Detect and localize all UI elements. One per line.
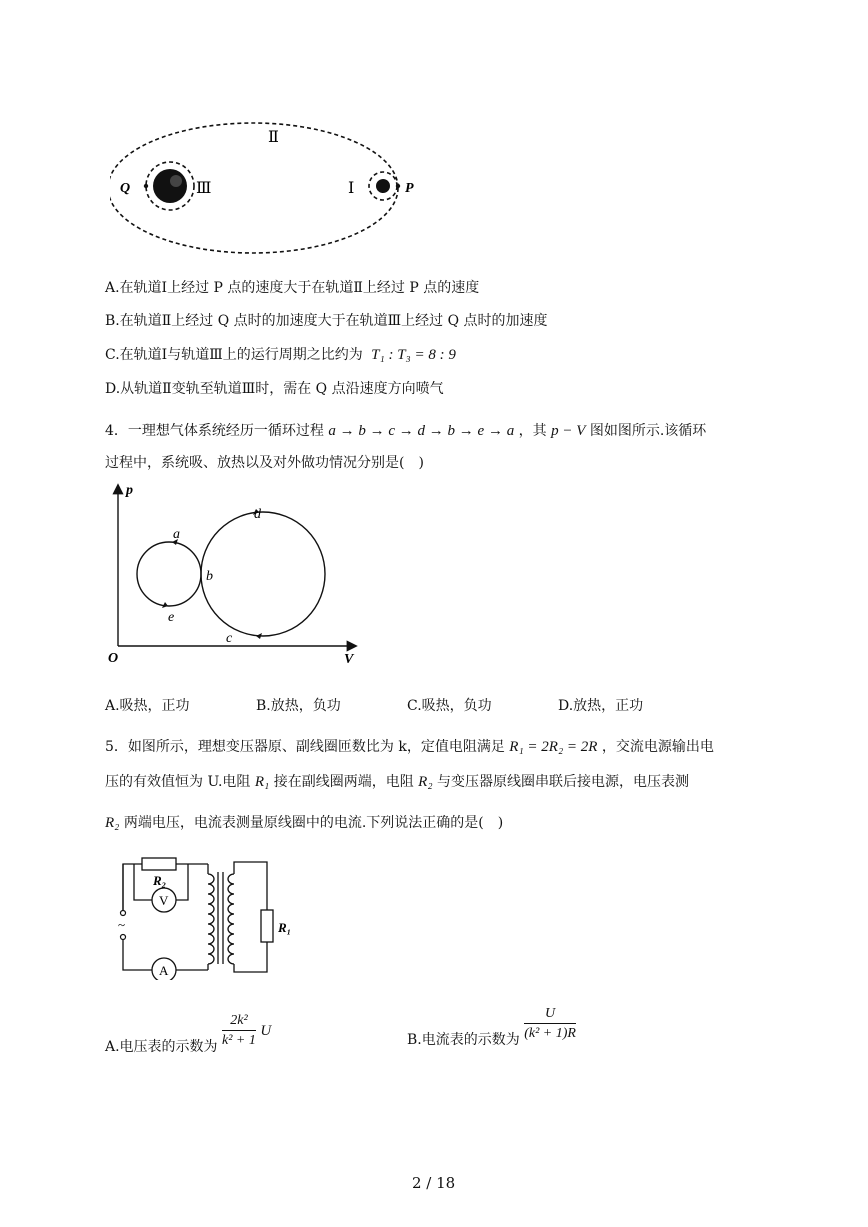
- q5-option-a-fraction: [222, 1012, 256, 1051]
- r2-resistor: [142, 858, 176, 870]
- q5-option-b-numerator: U: [524, 1005, 576, 1024]
- voltmeter-wire-right: [176, 864, 188, 900]
- source-terminal-top: [121, 911, 126, 916]
- pv-diagram: [100, 478, 370, 668]
- point-c-label: c: [226, 631, 233, 646]
- r1-label: R₁: [278, 920, 292, 935]
- q5-option-a-text: A.电压表的示数为: [105, 1038, 218, 1055]
- point-a-label: a: [173, 527, 180, 542]
- q5-stem-1-post: ，交流电源输出电: [601, 739, 714, 755]
- point-d-label: d: [254, 507, 261, 522]
- page-number: 2 / 18: [412, 1174, 456, 1192]
- q3-option-c-text: C.在轨道Ⅰ与轨道Ⅲ上的运行周期之比约为: [105, 347, 363, 363]
- small-cycle-circle: [137, 542, 201, 606]
- q5-option-a: [105, 1012, 272, 1055]
- label-q: Q: [120, 181, 131, 196]
- q4-stem-line-2: 过程中，系统吸、放热以及对外做功情况分别是( ): [105, 455, 424, 471]
- q5-option-b-denominator: (k² + 1)R: [524, 1026, 576, 1041]
- q5-option-b: [407, 1005, 576, 1048]
- q4-stem-line-1: [105, 421, 706, 441]
- voltmeter-label: V: [159, 893, 169, 908]
- r1-resistor: [261, 910, 273, 942]
- point-p-dot: [396, 184, 400, 188]
- ac-source-symbol: ~: [118, 917, 126, 932]
- q5-stem-2-post: 与变压器原线圈串联后接电源，电压表测: [437, 774, 690, 790]
- orbit-figure: [110, 115, 420, 265]
- label-orbit-3: Ⅲ: [196, 180, 212, 197]
- q4-pv-label: p − V: [551, 423, 586, 439]
- q5-stem-2-mid: 接在副线圈两端，电阻: [273, 774, 414, 790]
- axis-p-label: p: [126, 483, 133, 498]
- q4-option-d: D.放热，正功: [558, 698, 644, 714]
- transformer-circuit: [110, 852, 310, 980]
- primary-coil: [208, 874, 214, 964]
- label-orbit-1: Ⅰ: [348, 180, 355, 197]
- q5-stem-1-pre: 5．如图所示，理想变压器原、副线圈匝数比为 k，定值电阻满足: [105, 739, 505, 755]
- q5-stem-line-2: [105, 772, 689, 792]
- q4-stem-pre: 4．一理想气体系统经历一循环过程: [105, 423, 324, 439]
- point-q-dot: [144, 184, 148, 188]
- q5-option-a-denominator: k² + 1: [222, 1033, 256, 1048]
- q5-r2-symbol-2: R₂: [105, 815, 120, 831]
- point-e-label: e: [168, 610, 175, 625]
- label-p: P: [405, 181, 414, 196]
- point-b-label: b: [206, 569, 213, 584]
- q5-r1-symbol: R₁: [254, 774, 270, 790]
- q4-option-c: C.吸热，负功: [407, 698, 492, 714]
- planet-texture: [170, 175, 182, 187]
- axis-v-label: V: [344, 652, 354, 667]
- q4-stem-post: 图如图所示.该循环: [589, 423, 707, 439]
- q5-stem-2-pre: 压的有效值恒为 U.电阻: [105, 774, 251, 790]
- r2-label: R₂: [153, 873, 167, 888]
- secondary-wire-bottom: [234, 942, 267, 972]
- q4-cycle-formula: a → b → c → d → b → e → a: [328, 423, 515, 439]
- label-orbit-2: Ⅱ: [268, 129, 279, 146]
- origin-label: O: [108, 651, 119, 666]
- q5-option-b-text: B.电流表的示数为: [407, 1031, 520, 1048]
- q5-resistor-relation: R₁ = 2R₂ = 2R: [509, 739, 598, 755]
- ammeter-label: A: [159, 963, 169, 978]
- q5-option-b-fraction: [524, 1005, 576, 1044]
- q4-option-b: B.放热，负功: [256, 698, 341, 714]
- q5-option-a-variable: U: [260, 1023, 272, 1039]
- moon: [376, 179, 390, 193]
- q5-stem-line-3: [105, 813, 503, 833]
- large-cycle-circle: [201, 512, 325, 636]
- secondary-wire-top: [234, 862, 267, 910]
- q3-option-a: A.在轨道Ⅰ上经过 P 点的速度大于在轨道Ⅱ上经过 P 点的速度: [105, 280, 480, 296]
- q3-option-c-formula: T₁ : T₃ = 8 : 9: [371, 347, 456, 363]
- q5-stem-3-post: 两端电压，电流表测量原线圈中的电流.下列说法正确的是( ): [123, 815, 504, 831]
- q5-r2-symbol: R₂: [418, 774, 433, 790]
- source-terminal-bottom: [121, 935, 126, 940]
- q3-option-c: [105, 345, 456, 365]
- planet: [153, 169, 187, 203]
- q4-stem-mid: ，其: [518, 423, 547, 439]
- secondary-coil: [228, 874, 234, 964]
- q5-stem-line-1: [105, 737, 714, 757]
- q3-option-b: B.在轨道Ⅱ上经过 Q 点时的加速度大于在轨道Ⅲ上经过 Q 点时的加速度: [105, 313, 548, 329]
- q3-option-d: D.从轨道Ⅱ变轨至轨道Ⅲ时，需在 Q 点沿速度方向喷气: [105, 381, 444, 397]
- q5-option-a-numerator: 2k²: [222, 1012, 256, 1031]
- q4-option-a: A.吸热，正功: [105, 698, 190, 714]
